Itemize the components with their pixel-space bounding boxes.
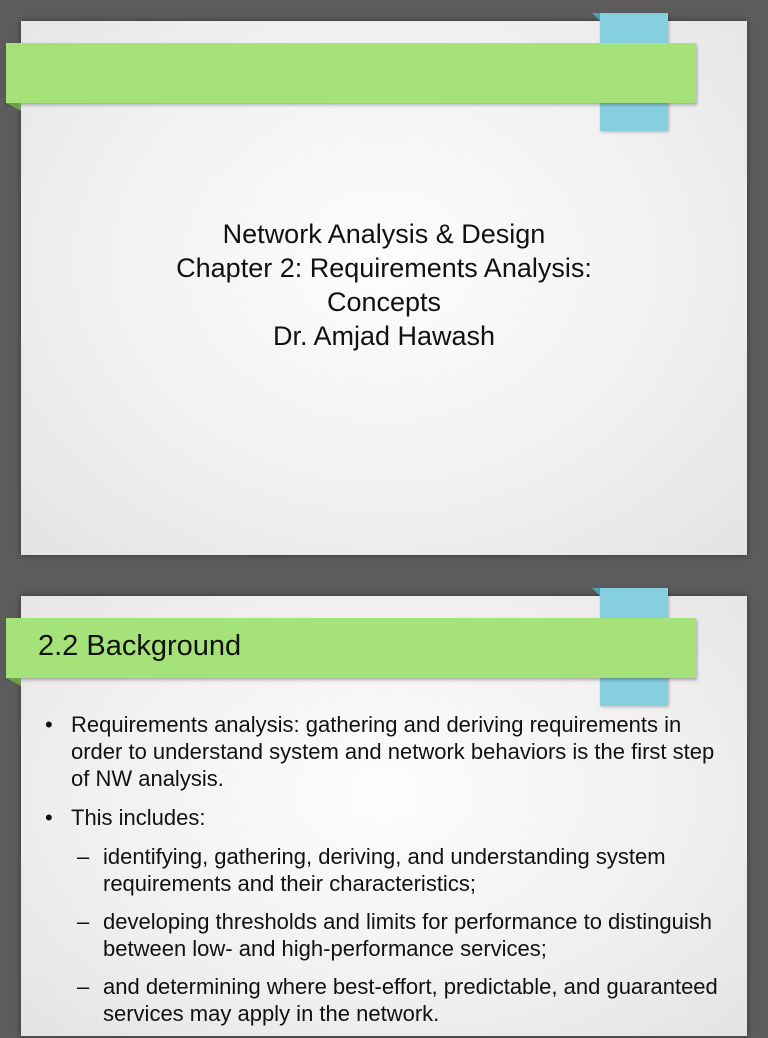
slide-title-block (21, 217, 747, 353)
dash-bullet-icon: – (77, 974, 90, 999)
bullet-dot-icon: • (45, 712, 53, 737)
title-bar-fold (6, 678, 21, 686)
author-name: Dr. Amjad Hawash (272, 321, 496, 351)
chapter-subtitle: Concepts (326, 287, 442, 317)
sub-bullet-text: and determining where best-effort, predictable, and guaranteed services may apply in the network. (103, 974, 718, 1026)
sub-bullet-text: identifying, gathering, deriving, and understanding system requirements and their characteristics; (103, 844, 666, 896)
dash-bullet-icon: – (77, 909, 90, 934)
dash-bullet-icon: – (77, 844, 90, 869)
bullet-dot-icon: • (45, 805, 53, 830)
sub-bullet-item (77, 973, 735, 1027)
accent-fold-shadow (592, 588, 600, 596)
accent-fold-shadow (592, 13, 600, 21)
sub-bullet-text: developing thresholds and limits for performance to distinguish between low- and high-performance services; (103, 909, 712, 961)
sub-bullet-item (77, 843, 735, 897)
sub-bullet-item (77, 908, 735, 962)
title-bar-fold (6, 103, 21, 111)
chapter-title: Chapter 2: Requirements Analysis: (176, 253, 592, 283)
bullet-item (45, 711, 735, 792)
slide-heading: 2.2 Background (38, 630, 242, 662)
bullet-text: Requirements analysis: gathering and deriving requirements in order to understand system and network behaviors is the first step of NW analysis. (71, 712, 715, 791)
slide-body (45, 711, 735, 1038)
course-title: Network Analysis & Design (222, 219, 546, 249)
title-slide (21, 21, 747, 555)
bullet-text: This includes: (71, 805, 206, 830)
background-slide (21, 596, 747, 1036)
bullet-item (45, 804, 735, 831)
green-title-bar (6, 43, 696, 103)
